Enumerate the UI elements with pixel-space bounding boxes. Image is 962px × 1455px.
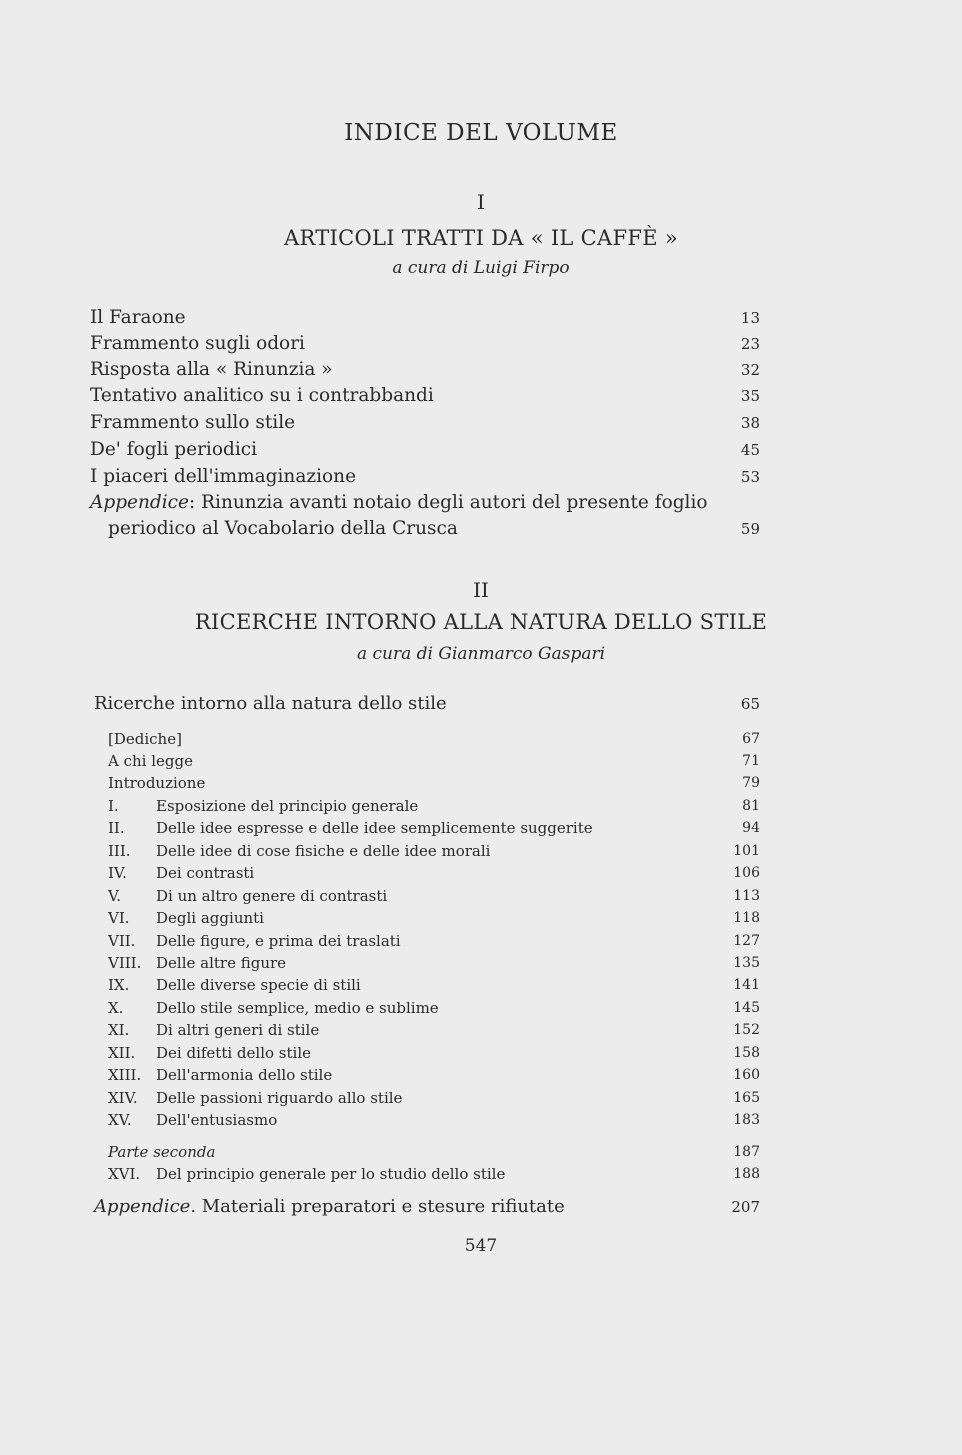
toc-chapter — [108, 885, 760, 907]
toc-entry-page: 65 — [740, 695, 760, 713]
appendix-title-line2: periodico al Vocabolario della Crusca — [108, 518, 458, 539]
toc-entry-page: 113 — [733, 888, 760, 904]
toc-part-two — [108, 1141, 760, 1163]
chapter-title: Di un altro genere di contrasti — [156, 887, 388, 905]
toc-entry — [90, 305, 760, 331]
toc-chapter — [108, 1087, 760, 1109]
toc-entry-page: 135 — [733, 955, 760, 971]
toc-main-entry — [94, 691, 760, 717]
toc-entry-page: 188 — [733, 1166, 760, 1182]
part-2-heading: RICERCHE INTORNO ALLA NATURA DELLO STILE — [194, 610, 768, 634]
chapter-title: Dell'armonia dello stile — [156, 1066, 333, 1084]
toc-entry-page: 13 — [740, 309, 760, 327]
toc-entry-page: 45 — [740, 441, 760, 459]
chapter-number: I. — [108, 797, 119, 815]
chapter-number: XII. — [108, 1044, 136, 1062]
toc-appendix-entry — [90, 490, 760, 542]
toc-entry-page: 79 — [742, 775, 760, 791]
toc-entry-page: 152 — [733, 1022, 760, 1038]
part-1-number: I — [477, 190, 485, 214]
toc-entry-title: [Dediche] — [108, 730, 182, 748]
part-1-curator: a cura di Luigi Firpo — [392, 258, 570, 278]
toc-entry-page: 81 — [742, 798, 760, 814]
chapter-number: II. — [108, 819, 125, 837]
chapter-title: Di altri generi di stile — [156, 1021, 320, 1039]
toc-entry-page: 187 — [733, 1144, 760, 1160]
toc-entry-page: 53 — [740, 468, 760, 486]
toc-chapter — [108, 840, 760, 862]
toc-entry-title: Frammento sugli odori — [90, 333, 305, 354]
toc-chapter — [108, 1042, 760, 1064]
toc-chapter — [108, 862, 760, 884]
toc-entry-page: 127 — [733, 933, 760, 949]
toc-entry-page: 160 — [733, 1067, 760, 1083]
chapter-title: Delle idee espresse e delle idee semplicemente suggerite — [156, 819, 593, 837]
toc-entry-title: A chi legge — [108, 752, 193, 770]
toc-entry-title: Tentativo analitico su i contrabbandi — [90, 385, 434, 406]
chapter-number: XIII. — [108, 1066, 142, 1084]
toc-chapter — [108, 930, 760, 952]
chapter-title: Delle diverse specie di stili — [156, 976, 361, 994]
chapter-number: V. — [108, 887, 121, 905]
part-2-curator: a cura di Gianmarco Gaspari — [356, 644, 606, 664]
chapter-number: VII. — [108, 932, 136, 950]
toc-entry-page: 94 — [742, 820, 760, 836]
chapter-number: XI. — [108, 1021, 130, 1039]
toc-entry-page: 158 — [733, 1045, 760, 1061]
chapter-title: Dell'entusiasmo — [156, 1111, 278, 1129]
appendix-label: Appendice — [90, 492, 189, 513]
chapter-number: IV. — [108, 864, 127, 882]
chapter-title: Del principio generale per lo studio dello stile — [156, 1165, 506, 1183]
toc-entry-title: Frammento sullo stile — [90, 412, 296, 433]
toc-entry-title: I piaceri dell'immaginazione — [90, 466, 357, 487]
chapter-number: III. — [108, 842, 131, 860]
toc-entry-page: 165 — [733, 1090, 760, 1106]
chapter-title: Dello stile semplice, medio e sublime — [156, 999, 439, 1017]
chapter-number: XIV. — [108, 1089, 138, 1107]
toc-entry — [90, 383, 760, 409]
page-title: INDICE DEL VOLUME — [344, 120, 618, 146]
toc-entry-page: 106 — [733, 865, 760, 881]
toc-entry-page: 101 — [733, 843, 760, 859]
toc-chapter — [108, 974, 760, 996]
toc-chapter — [108, 952, 760, 974]
toc-appendix-entry — [94, 1194, 760, 1220]
chapter-title: Esposizione del principio generale — [156, 797, 419, 815]
chapter-number: X. — [108, 999, 124, 1017]
toc-entry-page: 145 — [733, 1000, 760, 1016]
toc-chapter — [108, 1109, 760, 1131]
toc-entry-page: 207 — [731, 1198, 760, 1216]
chapter-title: Dei contrasti — [156, 864, 255, 882]
toc-chapter — [108, 907, 760, 929]
toc-sub-entry — [108, 750, 760, 772]
toc-entry — [90, 410, 760, 436]
toc-entry-page: 183 — [733, 1112, 760, 1128]
chapter-number: VI. — [108, 909, 130, 927]
chapter-number: IX. — [108, 976, 130, 994]
toc-chapter — [108, 1064, 760, 1086]
toc-entry-page: 118 — [733, 910, 760, 926]
chapter-number: XV. — [108, 1111, 132, 1129]
toc-chapter — [108, 817, 760, 839]
page-number: 547 — [464, 1236, 498, 1256]
toc-entry-title: Il Faraone — [90, 307, 186, 328]
chapter-title: Delle idee di cose fisiche e delle idee morali — [156, 842, 491, 860]
chapter-title: Dei difetti dello stile — [156, 1044, 311, 1062]
chapter-title: Degli aggiunti — [156, 909, 264, 927]
toc-sub-entry — [108, 772, 760, 794]
chapter-title: Delle altre figure — [156, 954, 287, 972]
toc-entry-page: 23 — [740, 335, 760, 353]
toc-chapter — [108, 997, 760, 1019]
toc-sub-entry — [108, 728, 760, 750]
toc-entry-title: De' fogli periodici — [90, 439, 258, 460]
toc-entry-page: 141 — [733, 977, 760, 993]
toc-entry-page: 67 — [742, 731, 760, 747]
toc-entry-title: Parte seconda — [108, 1143, 216, 1161]
appendix-title: . Materiali preparatori e stesure rifiutate — [190, 1196, 565, 1217]
toc-entry-page: 38 — [740, 414, 760, 432]
toc-entry — [90, 437, 760, 463]
toc-entry — [90, 331, 760, 357]
toc-entry-page: 71 — [742, 753, 760, 769]
chapter-number: XVI. — [108, 1165, 141, 1183]
part-1-heading: ARTICOLI TRATTI DA « IL CAFFÈ » — [284, 226, 678, 250]
toc-entry-title: Introduzione — [108, 774, 206, 792]
appendix-label: Appendice — [94, 1196, 191, 1217]
chapter-number: VIII. — [108, 954, 142, 972]
chapter-title: Delle passioni riguardo allo stile — [156, 1089, 403, 1107]
appendix-title-line1: : Rinunzia avanti notaio degli autori del presente foglio — [188, 492, 708, 513]
toc-chapter — [108, 795, 760, 817]
chapter-title: Delle figure, e prima dei traslati — [156, 932, 401, 950]
toc-entry-title: Ricerche intorno alla natura dello stile — [94, 693, 447, 714]
toc-entry-title: Risposta alla « Rinunzia » — [90, 359, 333, 380]
toc-entry — [90, 357, 760, 383]
toc-entry — [90, 464, 760, 490]
toc-entry-page: 32 — [740, 361, 760, 379]
toc-entry-page: 35 — [740, 387, 760, 405]
part-2-number: II — [473, 578, 489, 602]
toc-chapter — [108, 1019, 760, 1041]
toc-entry-page: 59 — [740, 520, 760, 538]
toc-chapter — [108, 1163, 760, 1185]
